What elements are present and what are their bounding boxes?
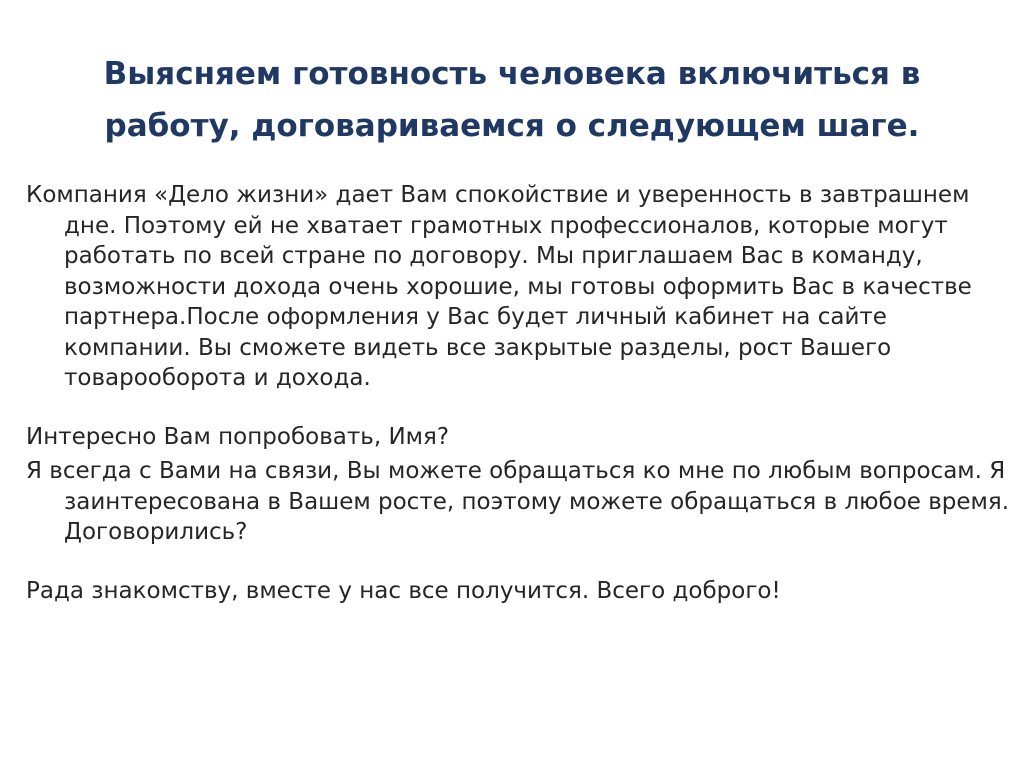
paragraph-farewell: Рада знакомству, вместе у нас все получится. Всего доброго! [26,577,781,604]
paragraph-contact-promise: Я всегда с Вами на связи, Вы можете обращаться ко мне по любым вопросам. Я заинтересована в Вашем росте, поэтому можете обращаться в любое время. Договорились? [26,458,1010,545]
paragraph-interest-question: Интересно Вам попробовать, Имя? [26,423,450,450]
slide-body [26,180,1016,606]
paragraph-company-offer: Компания «Дело жизни» дает Вам спокойствие и уверенность в завтрашнем дне. Поэтому ей не хватает грамотных профессионалов, которые могут работать по всей стране по договору. Мы приглашаем Вас в команду, возможности дохода очень хорошие, мы готовы оформить Вас в качестве партнера.После оформления у Вас будет личный кабинет на сайте компании. Вы сможете видеть все закрытые разделы, рост Вашего товарооборота и дохода. [26,182,972,391]
slide-title: Выясняем готовность человека включиться в работу, договариваемся о следующем шаге. [103,56,921,144]
paragraph-spacer [26,548,1016,576]
paragraph-spacer [26,394,1016,422]
